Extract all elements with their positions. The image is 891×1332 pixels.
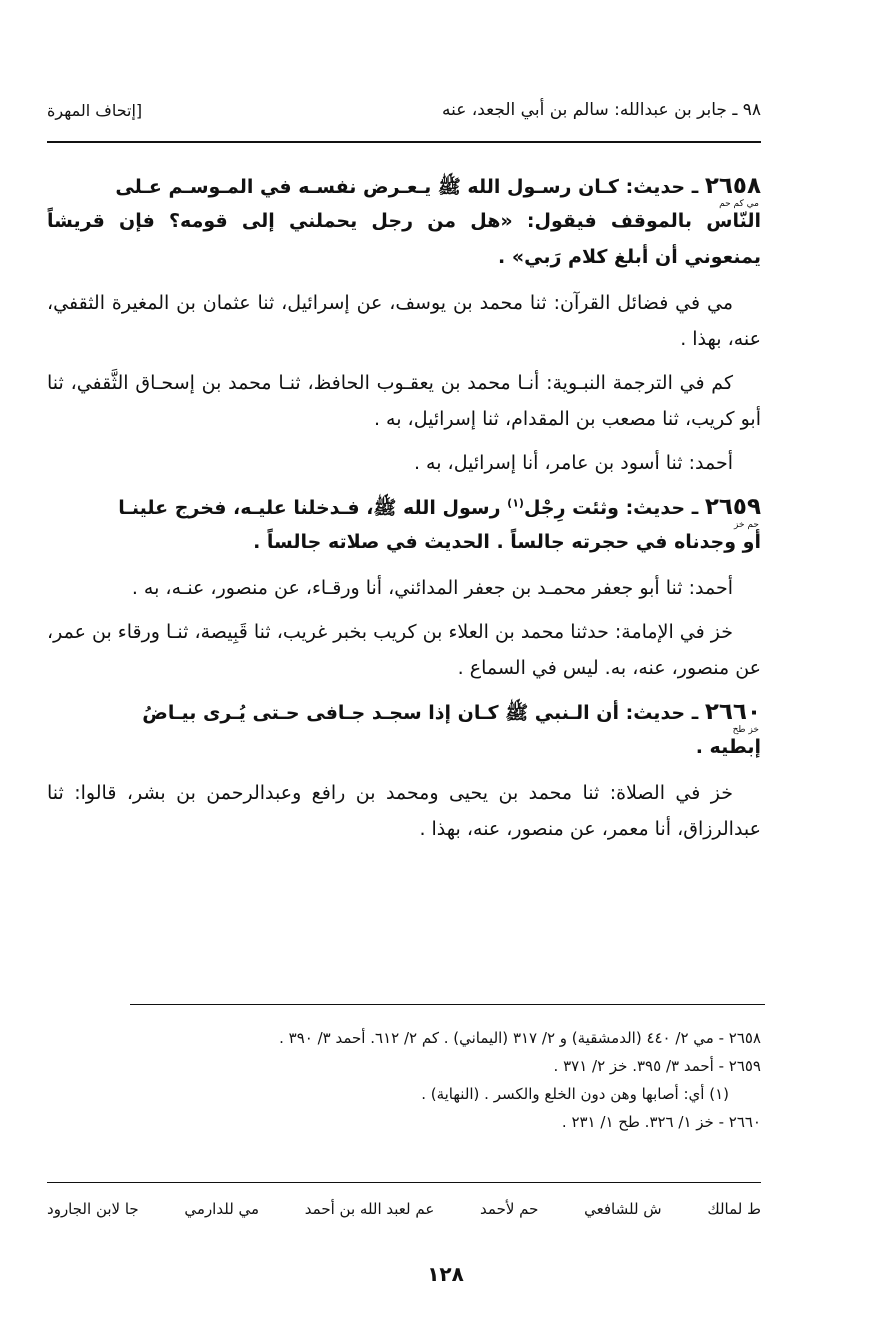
legend-item: جا لابن الجارود <box>47 1200 139 1218</box>
footnote-rule <box>130 1004 765 1005</box>
legend-rule <box>47 1182 761 1183</box>
chain-of-narration: أحمد: ثنا أسود بن عامر، أنا إسرائيل، به . <box>413 452 733 474</box>
header-book-title: [إتحاف المهرة <box>47 100 143 120</box>
legend-item: ط لمالك <box>707 1200 761 1218</box>
page-number: ١٢٨ <box>427 1262 464 1286</box>
abbreviation-legend <box>47 1200 761 1218</box>
hadith-text: ـ حديث: وثئت رِجْل <box>523 497 699 519</box>
legend-item: ش للشافعي <box>584 1200 662 1218</box>
chain-of-narration: كم في الترجمة النبـوية: أنـا محمد بن يعقـوب الحافظ، ثنـا محمد بن إسحـاق الثَّقفي، ثنا أبو كريب، ثنا مصعب بن المقدام، ثنا إسرائيل، به . <box>47 372 761 430</box>
hadith-text-continued: أو وجدناه في حجرته جالساً . الحديث في صلاته جالساً . <box>253 531 761 553</box>
source-codes: حم خز <box>734 520 759 530</box>
footnote-line: (١) أي: أصابها وهن دون الخلع والكسر . (النهاية) . <box>421 1085 729 1103</box>
hadith-text: رسول الله ﷺ، فـدخلنا عليـه، فخرج علينـا <box>118 497 508 519</box>
hadith-text-continued: النّاس بالموقف فيقول: «هل من رجل يحملني إلى قومه؟ فإن قريشاً يمنعوني أن أبلغ كلام رَبي» . <box>47 210 761 268</box>
footnote-marker: (١) <box>507 496 524 510</box>
header-chapter-title: ٩٨ ـ جابر بن عبدالله: سالم بن أبي الجعد، عنه <box>441 100 761 120</box>
chain-of-narration: أحمد: ثنا أبو جعفر محمـد بن جعفر المدائني، أنا ورقـاء، عن منصور، عنـه، به . <box>131 577 733 599</box>
hadith-text-continued: إبطيه . <box>695 736 761 758</box>
legend-item: مي للدارمي <box>184 1200 260 1218</box>
hadith-number: ٢٦٦٠ <box>704 699 761 725</box>
hadith-entry <box>47 489 761 560</box>
main-text <box>47 168 761 855</box>
hadith-text: ـ حديث: كـان رسـول الله ﷺ يـعـرض نفسـه في المـوسـم عـلى <box>115 176 699 198</box>
header-rule <box>47 141 761 143</box>
source-codes: خز طح <box>732 725 759 735</box>
chain-of-narration: خز في الصلاة: ثنا محمد بن يحيى ومحمد بن رافع وعبدالرحمن بن بشر، قالوا: ثنا عبدالرزاق، أنا معمر، عن منصور، عنه، بهذا . <box>47 782 761 840</box>
footnote-line: ٢٦٥٩ - أحمد ٣/ ٣٩٥. خز ٢/ ٣٧١ . <box>553 1057 761 1075</box>
hadith-text: ـ حديث: أن الـنبي ﷺ كـان إذا سجـد جـافى حـتى يُـرى بيـاضُ <box>142 702 699 724</box>
running-header <box>47 94 761 126</box>
legend-item: عم لعبد الله بن أحمد <box>304 1200 435 1218</box>
hadith-number: ٢٦٥٨ <box>704 173 761 199</box>
hadith-entry <box>47 168 761 275</box>
footnotes <box>100 1024 761 1136</box>
footnote-line: ٢٦٥٨ - مي ٢/ ٤٤٠ (الدمشقية) و ٢/ ٣١٧ (اليماني) . كم ٢/ ٦١٢. أحمد ٣/ ٣٩٠ . <box>279 1029 761 1047</box>
hadith-number: ٢٦٥٩ <box>704 494 761 520</box>
hadith-entry <box>47 694 761 765</box>
chain-of-narration: مي في فضائل القرآن: ثنا محمد بن يوسف، عن إسرائيل، ثنا عثمان بن المغيرة الثقفي، عنه، بهذا . <box>47 292 761 350</box>
legend-item: حم لأحمد <box>480 1200 539 1218</box>
chain-of-narration: خز في الإمامة: حدثنا محمد بن العلاء بن كريب بخبر غريب، ثنا قَبِيصة، ثنـا ورقاء بن عمر، عن منصور، عنه، به. ليس في السماع . <box>47 621 761 679</box>
footnote-line: ٢٦٦٠ - خز ١/ ٣٢٦. طح ١/ ٢٣١ . <box>561 1113 761 1131</box>
source-codes: مي كم حم <box>719 199 759 209</box>
